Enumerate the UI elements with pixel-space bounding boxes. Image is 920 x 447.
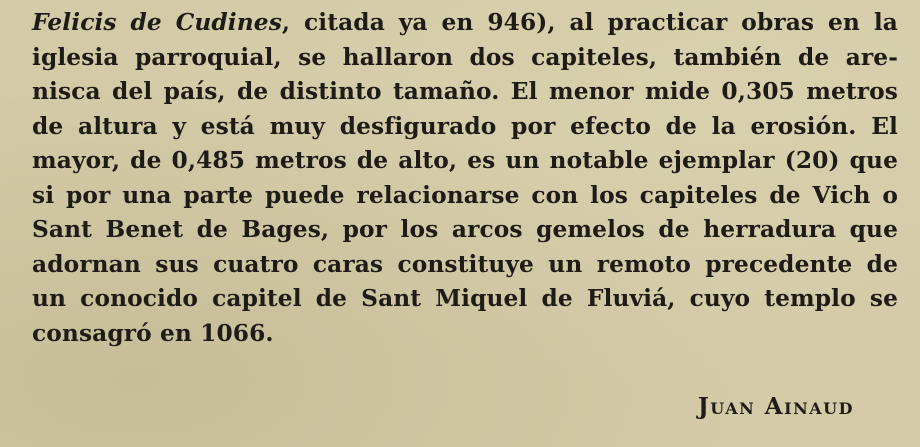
text-line bbox=[32, 6, 898, 41]
text-line: iglesia parroquial, se hallaron dos capiteles, también de are- bbox=[32, 43, 898, 71]
italic-place-name: Felicis de Cudines bbox=[32, 9, 282, 36]
text-line: consagró en 1066. bbox=[32, 319, 274, 347]
text-line: un conocido capitel de Sant Miquel de Fluviá, cuyo templo se bbox=[32, 285, 898, 312]
body-paragraph bbox=[32, 6, 898, 351]
text-line: nisca del país, de distinto tamaño. El menor mide 0,305 metros bbox=[32, 78, 898, 105]
author-signature: Juan Ainaud bbox=[697, 393, 854, 420]
text-line-rest: , citada ya en 946), al practicar obras en la bbox=[281, 9, 898, 36]
text-line: de altura y está muy desfigurado por efecto de la erosión. El bbox=[32, 112, 898, 140]
text-line: adornan sus cuatro caras constituye un remoto precedente de bbox=[32, 250, 898, 278]
text-line: Sant Benet de Bages, por los arcos gemelos de herradura que bbox=[32, 216, 898, 243]
text-line: si por una parte puede relacionarse con los capiteles de Vich o bbox=[32, 181, 898, 209]
text-line: mayor, de 0,485 metros de alto, es un notable ejemplar (20) que bbox=[32, 147, 898, 174]
